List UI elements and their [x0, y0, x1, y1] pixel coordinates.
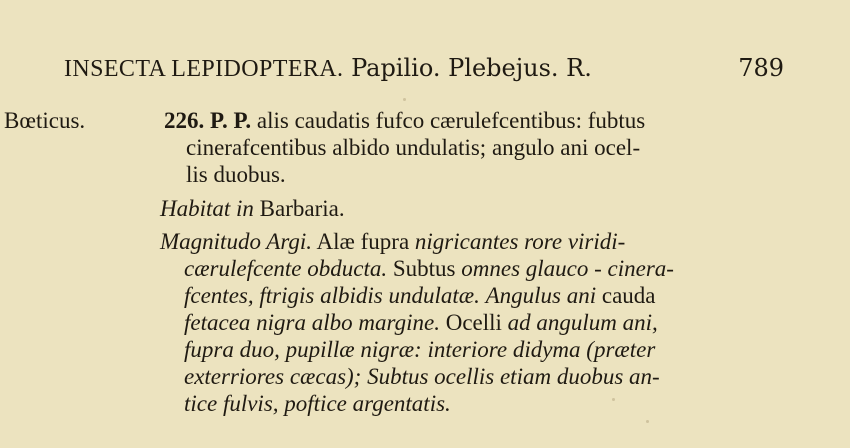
magnitudo-line-2	[184, 255, 674, 282]
description-text-3: lis duobus.	[186, 162, 286, 187]
magnitudo-line-1	[160, 228, 625, 255]
magnitudo-text-1b: nigricantes rore viridi-	[414, 229, 626, 254]
magnitudo-text-2c: omnes glauco - cinera-	[461, 256, 674, 281]
header-title: INSECTA LEPIDOPTERA.	[64, 56, 344, 82]
magnitudo-line-3	[184, 282, 656, 309]
magnitudo-text-3b: ftrigis albidis undulatæ.	[259, 283, 480, 308]
description-line-2	[186, 134, 640, 161]
magnitudo-text-2a: cærulefcente obducta.	[184, 256, 388, 281]
magnitudo-line-5	[184, 336, 655, 363]
running-header	[64, 48, 784, 88]
magnitudo-text-4a: fetacea nigra albo margine.	[184, 310, 440, 335]
magnitudo-text-6b: Subtus ocellis etiam duobus an-	[367, 364, 660, 389]
magnitudo-text-5: fupra duo, pupillæ nigræ: interiore didyma (præter	[184, 337, 656, 362]
magnitudo-text-6a: exterriores cæcas);	[184, 364, 362, 389]
paper-foxing-spot	[646, 420, 649, 423]
magnitudo-text-1a: Alæ fupra	[316, 229, 410, 254]
magnitudo-text-4b: Ocelli	[445, 310, 502, 335]
paper-foxing-spot	[612, 398, 615, 401]
genus-abbrev: P. P.	[210, 108, 252, 133]
header-subtitle: Papilio. Plebejus. R.	[351, 54, 592, 82]
magnitudo-line-6	[184, 363, 660, 390]
description-line-1	[164, 107, 645, 134]
description-text-2: cinerafcentibus albido undulatis; angulo ani ocel-	[186, 135, 641, 160]
page-number: 789	[738, 54, 784, 82]
habitat-place: Barbaria.	[259, 196, 345, 221]
magnitudo-text-3c: Angulus ani	[485, 283, 597, 308]
magnitudo-line-7	[184, 390, 451, 417]
description-text-1: alis caudatis fufco cærulefcentibus: fubtus	[256, 108, 646, 133]
paper-foxing-spot	[403, 98, 406, 101]
magnitudo-text-3a: fcentes,	[184, 283, 254, 308]
description-line-3	[186, 161, 286, 188]
species-name-line	[4, 107, 85, 134]
magnitudo-text-7: tice fulvis, poftice argentatis.	[184, 391, 451, 416]
magnitudo-text-4c: ad angulum ani,	[507, 310, 658, 335]
habitat-line	[160, 195, 345, 222]
habitat-label: Habitat in	[160, 196, 254, 221]
magnitudo-text-3d: cauda	[601, 283, 656, 308]
entry-number: 226.	[164, 108, 205, 133]
magnitudo-line-4	[184, 309, 658, 336]
magnitudo-label: Magnitudo Argi.	[160, 229, 313, 254]
species-name: Bœticus.	[4, 108, 86, 133]
magnitudo-text-2b: Subtus	[392, 256, 456, 281]
